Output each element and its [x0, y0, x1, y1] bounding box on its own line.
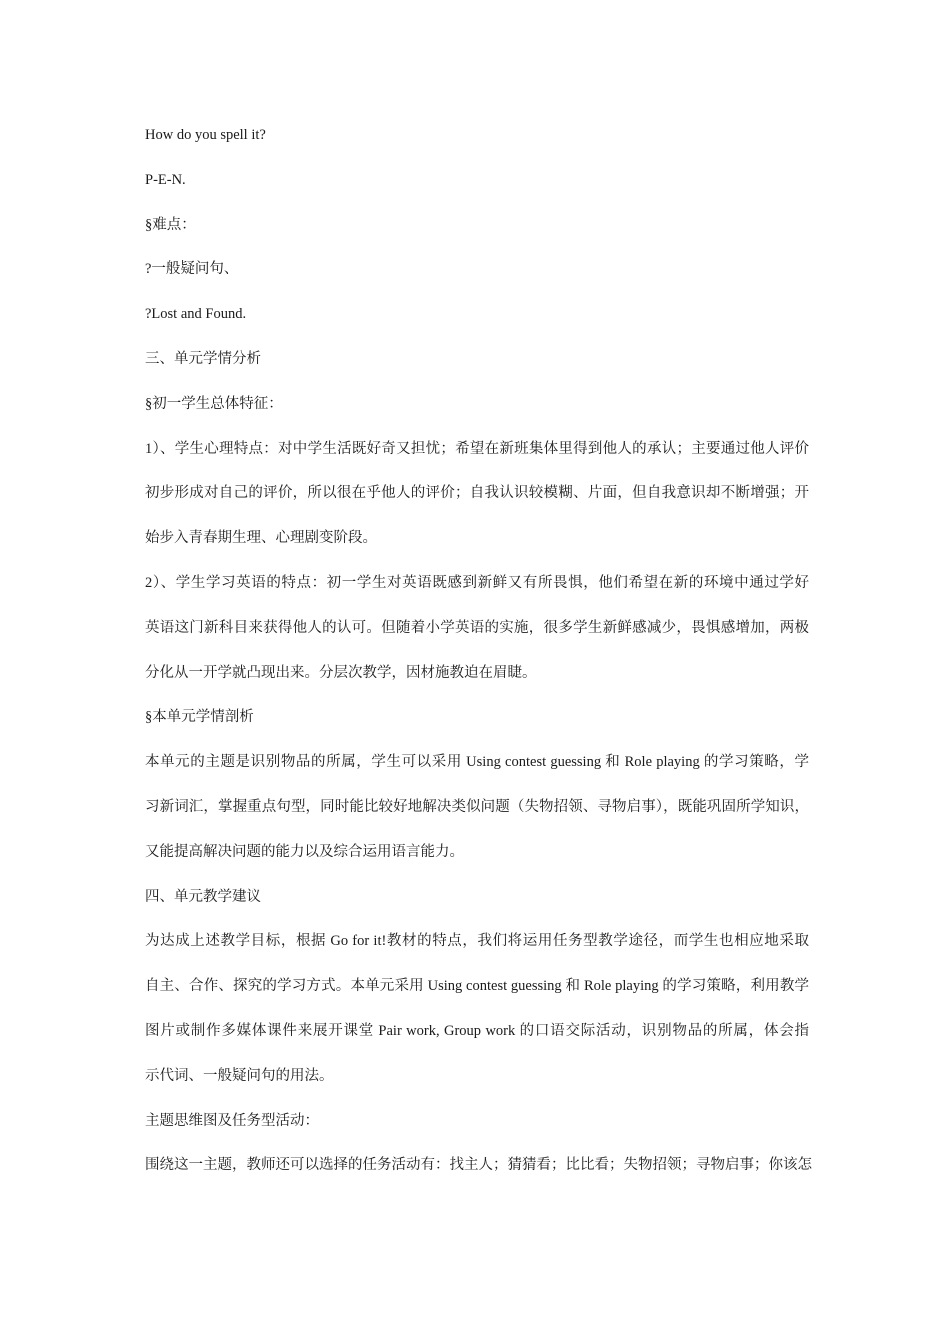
paragraph-teaching-advice-line: 为达成上述教学目标，根据 Go for it!教材的特点，我们将运用任务型教学途径，而学生也相应地采取 [145, 933, 809, 950]
text-line-spell-question: How do you spell it? [145, 127, 266, 143]
difficulty-item-2: ?Lost and Found. [145, 306, 247, 323]
paragraph-teaching-advice-line: 示代词、一般疑问句的用法。 [145, 1067, 334, 1084]
paragraph-english-learning-line: 英语这门新科目来获得他人的认可。但随着小学英语的实施，很多学生新鲜感减少，畏惧感增加，两极 [145, 619, 809, 636]
paragraph-english-learning-line: 2）、学生学习英语的特点：初一学生对英语既感到新鲜又有所畏惧，他们希望在新的环境中通过学好 [145, 574, 809, 591]
paragraph-teaching-advice-line: 图片或制作多媒体课件来展开课堂 Pair work, Group work 的口语交际活动，识别物品的所属，体会指 [145, 1022, 809, 1039]
document-body [145, 124, 812, 1177]
paragraph-unit-theme-line: 本单元的主题是识别物品的所属，学生可以采用 Using contest guessing 和 Role playing 的学习策略，学 [145, 754, 809, 771]
section-3-heading: 三、单元学情分析 [145, 350, 261, 367]
paragraph-task-activities-line: 围绕这一主题，教师还可以选择的任务活动有：找主人；猜猜看；比比看；失物招领；寻物启事；你该怎 [145, 1157, 812, 1174]
unit-analysis-heading: §本单元学情剖析 [145, 709, 254, 726]
paragraph-teaching-advice-line: 自主、合作、探究的学习方式。本单元采用 Using contest guessing 和 Role playing 的学习策略，利用教学 [145, 978, 809, 995]
section-4-heading: 四、单元教学建议 [145, 888, 261, 905]
mindmap-heading: 主题思维图及任务型活动： [145, 1112, 319, 1129]
paragraph-unit-theme-line: 又能提高解决问题的能力以及综合运用语言能力。 [145, 843, 464, 860]
paragraph-psychology-line: 始步入青春期生理、心理剧变阶段。 [145, 530, 377, 547]
text-line-spelling: P-E-N. [145, 171, 186, 188]
paragraph-unit-theme-line: 习新词汇，掌握重点句型，同时能比较好地解决类似问题（失物招领、寻物启事），既能巩固所学知识， [145, 798, 809, 815]
paragraph-psychology-line: 1）、学生心理特点：对中学生活既好奇又担忧；希望在新班集体里得到他人的承认；主要通过他人评价 [145, 440, 809, 457]
paragraph-psychology-line: 初步形成对自己的评价，所以很在乎他人的评价；自我认识较模糊、片面，但自我意识却不断增强；开 [145, 485, 809, 502]
difficulty-item-1: ?一般疑问句、 [145, 261, 239, 278]
difficulty-heading: §难点： [145, 216, 196, 233]
paragraph-english-learning-line: 分化从一开学就凸现出来。分层次教学，因材施教迫在眉睫。 [145, 664, 537, 681]
student-features-heading: §初一学生总体特征： [145, 395, 283, 412]
